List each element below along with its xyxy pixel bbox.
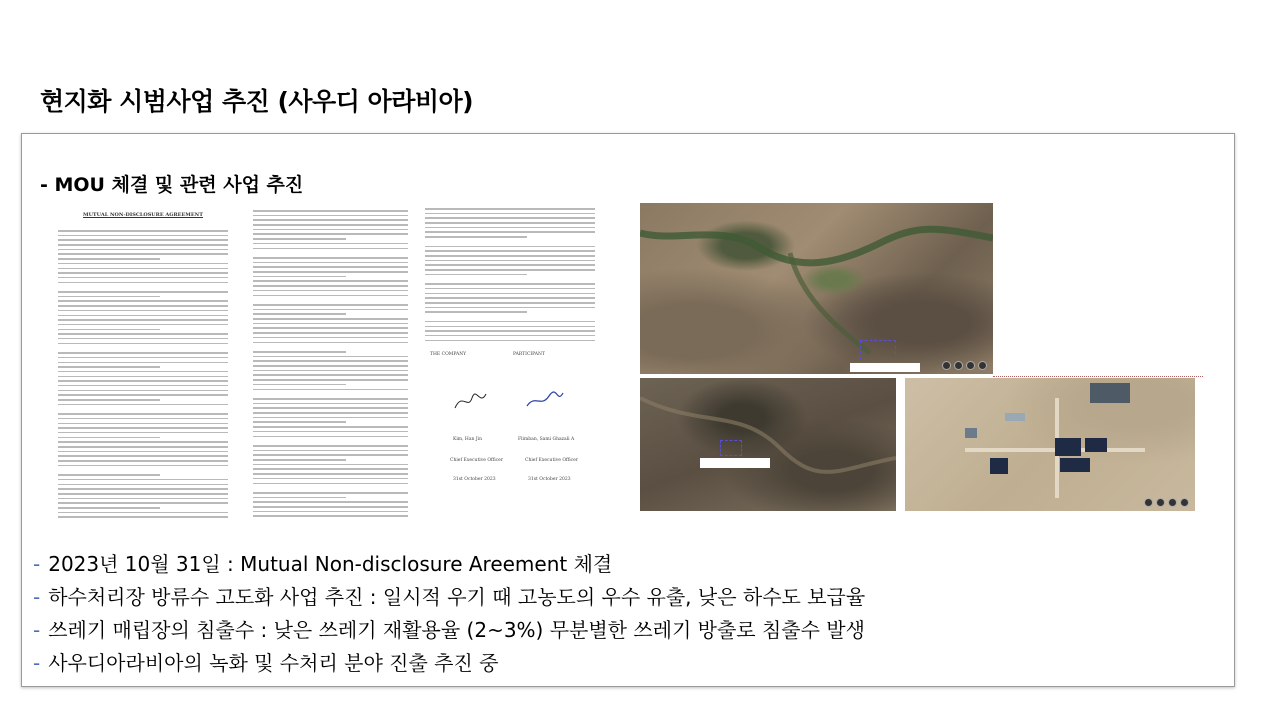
- party-left-label: THE COMPANY: [430, 352, 467, 357]
- text-line: [58, 324, 228, 326]
- text-line: [58, 380, 228, 382]
- text-line: [253, 426, 408, 428]
- text-line: [425, 217, 595, 219]
- agreement-page-2: [253, 200, 408, 530]
- agreement-page-3: [425, 200, 595, 530]
- signer-right-name: Flimban, Sami Ghazali A: [518, 437, 575, 442]
- text-line: [425, 288, 595, 290]
- text-line: [253, 511, 408, 513]
- text-line: [58, 376, 228, 378]
- text-line: [253, 215, 408, 217]
- signer-left-date: 31st October 2023: [453, 477, 496, 482]
- text-line: [58, 352, 228, 354]
- text-line: [425, 302, 595, 304]
- caption-box: [700, 458, 770, 468]
- text-line: [58, 423, 228, 425]
- text-line: [58, 432, 228, 434]
- text-line: [253, 417, 408, 419]
- text-line: [58, 441, 228, 443]
- text-line: [425, 260, 595, 262]
- text-line: [58, 315, 228, 317]
- text-line: [253, 398, 408, 400]
- text-line: [253, 370, 408, 372]
- text-line: [253, 248, 408, 250]
- text-line: [58, 362, 228, 364]
- signer-left-role: Chief Executive Officer: [450, 458, 503, 463]
- text-line: [253, 304, 408, 306]
- text-line: [253, 436, 408, 438]
- text-line: [58, 507, 160, 509]
- text-line: [58, 498, 228, 500]
- text-line: [425, 307, 595, 309]
- text-line: [58, 357, 228, 359]
- text-line: [425, 227, 595, 229]
- text-line: [58, 460, 228, 462]
- text-line: [253, 309, 408, 311]
- signature-right-icon: [525, 390, 565, 412]
- text-line: [253, 492, 408, 494]
- text-line: [58, 291, 228, 293]
- bullet-text: 쓰레기 매립장의 침출수 : 낮은 쓰레기 재활용율 (2~3%) 무분별한 쓰레기 방출로 침출수 발생: [48, 618, 865, 642]
- bullet-text: 사우디아라비아의 녹화 및 수처리 분야 진출 추진 중: [48, 651, 499, 675]
- text-line: [58, 277, 228, 279]
- text-line: [253, 337, 408, 339]
- text-line: [253, 478, 408, 480]
- text-line: [58, 258, 160, 260]
- text-line: [253, 323, 408, 325]
- text-line: [253, 407, 408, 409]
- text-line: [425, 297, 595, 299]
- text-line: [425, 236, 527, 238]
- text-line: [253, 421, 346, 423]
- text-line: [425, 326, 595, 328]
- bullet-list: [33, 548, 865, 680]
- text-line: [58, 413, 228, 415]
- bullet-text: 2023년 10월 31일 : Mutual Non-disclosure Areement 체결: [48, 552, 613, 576]
- bullet-dash: -: [33, 651, 41, 675]
- text-line: [253, 365, 408, 367]
- text-block: [58, 230, 228, 521]
- text-line: [58, 484, 228, 486]
- text-line: [253, 450, 408, 452]
- text-line: [253, 257, 408, 259]
- text-line: [253, 233, 408, 235]
- text-line: [425, 321, 595, 323]
- agreement-heading: MUTUAL NON-DISCLOSURE AGREEMENT: [83, 212, 203, 218]
- text-line: [58, 390, 228, 392]
- text-line: [58, 263, 228, 265]
- text-line: [253, 431, 408, 433]
- text-line: [425, 250, 595, 252]
- text-line: [425, 246, 595, 248]
- text-line: [58, 446, 228, 448]
- text-line: [58, 404, 228, 406]
- text-line: [253, 483, 408, 485]
- text-line: [253, 238, 346, 240]
- map-controls: [1144, 498, 1189, 507]
- text-line: [58, 427, 228, 429]
- text-line: [253, 243, 408, 245]
- site-marker: [720, 440, 742, 456]
- section-subtitle: - MOU 체결 및 관련 사업 추진: [40, 174, 304, 196]
- treatment-pond: [990, 458, 1008, 474]
- text-line: [253, 501, 408, 503]
- text-line: [253, 389, 408, 391]
- caption-box: [850, 363, 920, 372]
- text-line: [425, 311, 527, 313]
- text-line: [425, 231, 595, 233]
- bullet-dash: -: [33, 585, 41, 609]
- treatment-pond: [1085, 438, 1107, 452]
- text-line: [58, 272, 228, 274]
- bullet-item: [33, 548, 865, 581]
- text-line: [253, 379, 408, 381]
- text-line: [58, 333, 228, 335]
- text-line: [253, 210, 408, 212]
- text-line: [58, 512, 228, 514]
- text-line: [58, 451, 228, 453]
- text-line: [58, 493, 228, 495]
- text-line: [58, 310, 228, 312]
- bullet-dash: -: [33, 552, 41, 576]
- text-line: [425, 208, 595, 210]
- page-title: 현지화 시범사업 추진 (사우디 아라비아): [40, 87, 474, 116]
- bullet-text: 하수처리장 방류수 고도화 사업 추진 : 일시적 우기 때 고농도의 우수 유출, 낮은 하수도 보급율: [48, 585, 866, 609]
- text-line: [253, 262, 408, 264]
- text-line: [58, 516, 228, 518]
- text-line: [58, 394, 228, 396]
- text-line: [425, 213, 595, 215]
- signature-left-icon: [450, 390, 490, 412]
- terrain-lines: [640, 378, 896, 511]
- text-line: [253, 459, 346, 461]
- text-line: [253, 280, 408, 282]
- text-line: [253, 342, 408, 344]
- text-line: [253, 313, 346, 315]
- text-line: [58, 437, 160, 439]
- text-line: [253, 384, 346, 386]
- plant-building: [965, 428, 977, 438]
- text-line: [58, 502, 228, 504]
- site-marker: [860, 340, 896, 360]
- text-line: [58, 239, 228, 241]
- text-line: [253, 351, 346, 353]
- aerial-photo-treatment-plant: [905, 378, 1195, 511]
- text-line: [253, 468, 408, 470]
- signer-left-name: Kim, Han Jin: [453, 437, 483, 442]
- treatment-pond: [1055, 438, 1081, 456]
- text-line: [253, 318, 408, 320]
- text-line: [58, 371, 228, 373]
- text-line: [58, 253, 228, 255]
- text-line: [253, 276, 346, 278]
- signer-right-role: Chief Executive Officer: [525, 458, 578, 463]
- text-line: [58, 230, 228, 232]
- text-line: [58, 385, 228, 387]
- text-line: [58, 300, 228, 302]
- text-line: [425, 274, 527, 276]
- separator-line: [993, 376, 1203, 377]
- text-line: [425, 293, 595, 295]
- text-line: [58, 329, 160, 331]
- text-line: [253, 356, 408, 358]
- text-line: [253, 229, 408, 231]
- text-line: [58, 319, 228, 321]
- text-line: [58, 268, 228, 270]
- wadi-path: [640, 203, 993, 374]
- text-line: [253, 464, 408, 466]
- text-line: [253, 374, 408, 376]
- text-line: [58, 399, 160, 401]
- text-line: [425, 335, 595, 337]
- text-line: [253, 497, 346, 499]
- text-line: [58, 465, 228, 467]
- text-line: [253, 412, 408, 414]
- text-line: [58, 235, 228, 237]
- text-line: [58, 488, 228, 490]
- text-line: [425, 340, 595, 342]
- text-line: [58, 338, 228, 340]
- bullet-item: [33, 647, 865, 680]
- text-line: [425, 222, 595, 224]
- text-block: [425, 208, 595, 344]
- text-line: [253, 295, 408, 297]
- text-line: [58, 474, 160, 476]
- bullet-item: [33, 614, 865, 647]
- aerial-photo-mountains: [640, 378, 896, 511]
- text-line: [58, 343, 228, 345]
- text-line: [58, 296, 160, 298]
- text-line: [58, 244, 228, 246]
- text-line: [425, 283, 595, 285]
- bullet-dash: -: [33, 618, 41, 642]
- text-line: [253, 332, 408, 334]
- text-line: [253, 224, 408, 226]
- text-line: [253, 506, 408, 508]
- text-line: [58, 455, 228, 457]
- plant-building: [1090, 383, 1130, 403]
- text-line: [253, 445, 408, 447]
- text-line: [253, 285, 408, 287]
- plant-building: [1005, 413, 1025, 421]
- agreement-page-1: [58, 200, 228, 530]
- text-line: [253, 266, 408, 268]
- party-right-label: PARTICIPANT: [513, 352, 545, 357]
- signer-right-date: 31st October 2023: [528, 477, 571, 482]
- text-line: [58, 305, 228, 307]
- treatment-pond: [1060, 458, 1090, 472]
- text-line: [253, 515, 408, 517]
- aerial-photo-valley: [640, 203, 993, 374]
- bullet-item: [33, 581, 865, 614]
- text-line: [425, 255, 595, 257]
- text-line: [253, 271, 408, 273]
- text-line: [58, 282, 228, 284]
- map-controls: [942, 361, 987, 370]
- text-line: [58, 249, 228, 251]
- text-line: [253, 219, 408, 221]
- text-block: [253, 210, 408, 520]
- text-line: [253, 454, 408, 456]
- text-line: [425, 269, 595, 271]
- text-line: [58, 366, 160, 368]
- text-line: [253, 327, 408, 329]
- text-line: [58, 479, 228, 481]
- text-line: [253, 360, 408, 362]
- text-line: [425, 264, 595, 266]
- text-line: [58, 418, 228, 420]
- text-line: [253, 403, 408, 405]
- text-line: [425, 330, 595, 332]
- text-line: [253, 290, 408, 292]
- text-line: [253, 473, 408, 475]
